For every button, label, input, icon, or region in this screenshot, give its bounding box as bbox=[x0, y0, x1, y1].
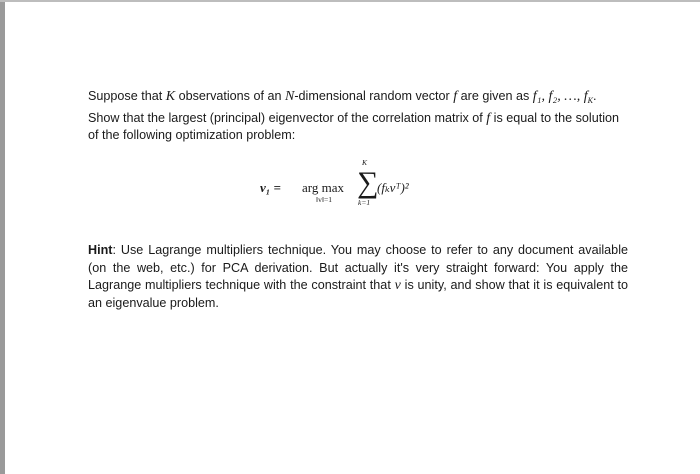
math-var-f: f bbox=[486, 110, 491, 126]
sum-upper-limit: K bbox=[362, 158, 368, 167]
math-observation-list: f₁, f₂, …, f bbox=[532, 89, 588, 104]
problem-text: Suppose that bbox=[88, 89, 166, 103]
hint-label: Hint bbox=[88, 243, 113, 257]
optimization-equation bbox=[240, 158, 480, 220]
equation-lhs: v₁ = bbox=[260, 180, 281, 195]
sum-symbol: ∑ bbox=[357, 166, 379, 199]
equation-constraint: ‖v‖=1 bbox=[316, 195, 332, 204]
problem-statement bbox=[88, 88, 628, 145]
math-subscript-k: K bbox=[587, 96, 593, 105]
math-var-n: N bbox=[285, 89, 295, 104]
problem-text: is equal to the solution of the following optimization problem: bbox=[88, 110, 620, 142]
hint-text-end: is unity, and show that it is equivalent to an eigenvalue problem. bbox=[88, 278, 629, 310]
sum-lower-limit: k=1 bbox=[358, 198, 371, 207]
problem-text: -dimensional random vector bbox=[294, 89, 454, 103]
problem-text: . Show that the largest (principal) eigenvector of the correlation matrix of bbox=[88, 89, 597, 125]
math-var-v: v bbox=[394, 278, 401, 293]
equation-summand: (fₖvᵀ)² bbox=[377, 180, 409, 195]
math-var-f: f bbox=[453, 89, 458, 104]
problem-text: observations of an bbox=[175, 89, 285, 103]
page-left-border bbox=[0, 0, 5, 474]
page-top-border bbox=[0, 0, 700, 2]
equation-argmax: arg max bbox=[302, 180, 344, 195]
math-var-k: K bbox=[165, 89, 176, 104]
hint-text: : Use Lagrange multipliers technique. You may choose to refer to any document available (on the web, etc.) for PCA derivation. But actually it's very straight forward: You apply the Lagrange multipliers technique with the constraint that bbox=[88, 243, 628, 292]
hint-paragraph bbox=[88, 242, 628, 312]
problem-text: are given as bbox=[457, 89, 533, 103]
